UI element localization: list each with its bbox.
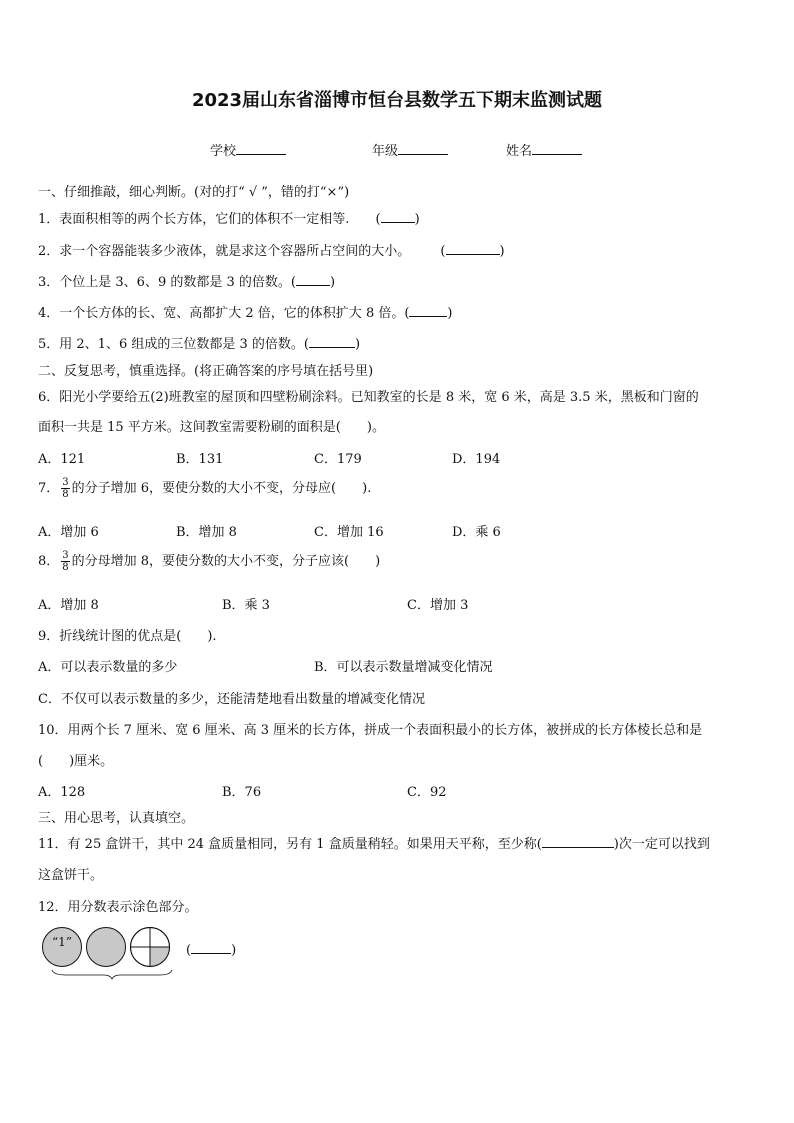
question-7 [38, 477, 371, 500]
question-7-number: 7． [38, 481, 60, 496]
q8-fraction-numerator: 3 [62, 550, 69, 561]
question-5 [38, 333, 360, 352]
q7-option-b[interactable]: B．增加 8 [176, 525, 237, 540]
grade-field [372, 140, 448, 159]
grade-label: 年级 [372, 144, 399, 159]
q10-option-a[interactable]: A．128 [38, 785, 86, 800]
q12-whole-circle-2 [87, 928, 126, 967]
question-8-text: 的分母增加 8，要使分数的大小不变，分子应该( ) [71, 554, 381, 569]
answer-4[interactable]: ) [409, 306, 452, 321]
q10-option-b[interactable]: B．76 [222, 785, 262, 800]
section1-heading: 一、仔细推敲，细心判断。(对的打“ √ ”，错的打“×”) [38, 185, 350, 200]
q6-option-a[interactable]: A．121 [38, 452, 86, 467]
question-11-line1 [38, 833, 710, 852]
answer-1[interactable]: ( ) [375, 212, 420, 227]
question-2 [38, 240, 505, 259]
grade-blank[interactable] [398, 142, 448, 155]
page-title: 2023届山东省淄博市恒台县数学五下期末监测试题 [191, 90, 603, 111]
q7-fraction-denominator: 8 [62, 489, 69, 500]
q12-circle-label: “1” [52, 935, 72, 949]
question-4 [38, 302, 453, 321]
q6-option-b[interactable]: B．131 [176, 452, 224, 467]
name-blank[interactable] [532, 142, 582, 155]
q10-option-c[interactable]: C．92 [407, 785, 447, 800]
question-10-line2: ( )厘米。 [38, 754, 114, 769]
q7-option-d[interactable]: D．乘 6 [452, 525, 501, 540]
question-3 [38, 271, 335, 290]
section2-heading: 二、反复思考，慎重选择。(将正确答案的序号填在括号里) [38, 364, 374, 379]
school-label: 学校 [210, 144, 237, 159]
answer-5[interactable]: ) [309, 337, 360, 352]
question-6-line1: 6．阳光小学要给五(2)班教室的屋顶和四壁粉刷涂料。已知教室的长是 8 米，宽 6 米，高是 3.5 米，黑板和门窗的 [38, 390, 699, 405]
question-11-text-b: )次一定可以找到 [613, 837, 710, 852]
question-5-text: 5．用 2、1、6 组成的三位数都是 3 的倍数。( [38, 337, 309, 352]
q7-option-a[interactable]: A．增加 6 [38, 525, 99, 540]
question-1 [38, 208, 420, 227]
answer-12[interactable]: ( ) [186, 943, 237, 958]
q12-brace [52, 970, 172, 979]
q9-option-c[interactable]: C．不仅可以表示数量的多少，还能清楚地看出数量的增减变化情况 [38, 692, 425, 707]
q8-fraction [61, 550, 69, 573]
name-label: 姓名 [506, 144, 533, 159]
q6-option-c[interactable]: C．179 [314, 452, 362, 467]
section3-heading: 三、用心思考，认真填空。 [38, 811, 195, 826]
q7-fraction [61, 477, 69, 500]
question-6-line2: 面积一共是 15 平方米。这间教室需要粉刷的面积是( )。 [38, 420, 385, 435]
question-11-text-a: 11．有 25 盒饼干，其中 24 盒质量相同，另有 1 盒质量稍轻。如果用天平称，至少称( [38, 837, 542, 852]
question-10-line1: 10．用两个长 7 厘米、宽 6 厘米、高 3 厘米的长方体，拼成一个表面积最小的长方体，被拼成的长方体棱长总和是 [38, 723, 703, 738]
answer-2[interactable]: ( ) [440, 244, 505, 259]
school-field [210, 140, 286, 159]
q8-option-c[interactable]: C．增加 3 [407, 598, 469, 613]
question-8-number: 8． [38, 554, 60, 569]
q7-option-c[interactable]: C．增加 16 [314, 525, 384, 540]
question-7-text: 的分子增加 6，要使分数的大小不变，分母应( ). [71, 481, 372, 496]
q9-option-a[interactable]: A．可以表示数量的多少 [38, 660, 178, 675]
q6-option-d[interactable]: D．194 [452, 452, 501, 467]
question-11-line2: 这盒饼干。 [38, 868, 104, 883]
school-blank[interactable] [236, 142, 286, 155]
question-3-text: 3．个位上是 3、6、9 的数都是 3 的倍数。( [38, 275, 296, 290]
answer-3[interactable]: ) [296, 275, 335, 290]
q8-fraction-denominator: 8 [62, 562, 69, 573]
name-field [506, 140, 582, 159]
question-12: 12．用分数表示涂色部分。 [38, 900, 198, 915]
question-8 [38, 550, 380, 573]
q8-option-a[interactable]: A．增加 8 [38, 598, 99, 613]
question-1-text: 1．表面积相等的两个长方体，它们的体积不一定相等. [38, 212, 350, 227]
question-9: 9．折线统计图的优点是( ). [38, 629, 217, 644]
q9-option-b[interactable]: B．可以表示数量增减变化情况 [314, 660, 493, 675]
question-2-text: 2．求一个容器能装多少液体，就是求这个容器所占空间的大小。 [38, 244, 411, 259]
q7-fraction-numerator: 3 [62, 477, 69, 488]
answer-11[interactable] [542, 835, 614, 848]
q8-option-b[interactable]: B．乘 3 [222, 598, 270, 613]
question-4-text: 4．一个长方体的长、宽、高都扩大 2 倍，它的体积扩大 8 倍。( [38, 306, 410, 321]
